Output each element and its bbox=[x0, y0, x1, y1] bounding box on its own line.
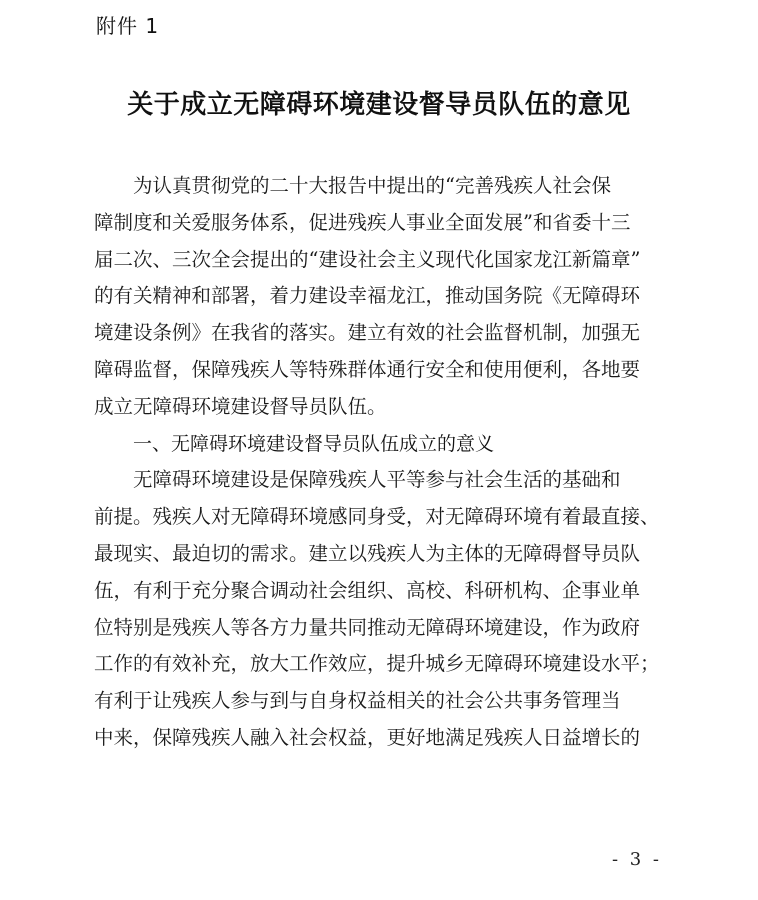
paragraph-line: 位特别是残疾人等各方力量共同推动无障碍环境建设，作为政府 bbox=[94, 615, 641, 639]
document-body bbox=[94, 168, 674, 757]
paragraph-line: 届二次、三次全会提出的“建设社会主义现代化国家龙江新篇章” bbox=[94, 247, 641, 271]
paragraph-line: 有利于让残疾人参与到与自身权益相关的社会公共事务管理当 bbox=[94, 689, 621, 713]
paragraph-line: 前提。残疾人对无障碍环境感同身受，对无障碍环境有着最直接、 bbox=[94, 505, 660, 529]
paragraph-intro bbox=[94, 168, 674, 426]
paragraph-line: 无障碍环境建设是保障残疾人平等参与社会生活的基础和 bbox=[133, 468, 621, 492]
paragraph-line: 障制度和关爱服务体系，促进残疾人事业全面发展”和省委十三 bbox=[94, 210, 631, 234]
section-heading: 一、无障碍环境建设督导员队伍成立的意义 bbox=[133, 432, 495, 455]
paragraph-line: 伍，有利于充分聚合调动社会组织、高校、科研机构、企事业单 bbox=[94, 578, 641, 602]
paragraph-line: 境建设条例》在我省的落实。建立有效的社会监督机制，加强无 bbox=[94, 321, 641, 345]
paragraph-line: 成立无障碍环境建设督导员队伍。 bbox=[94, 394, 387, 418]
paragraph-significance bbox=[94, 462, 674, 756]
document-title: 关于成立无障碍环境建设督导员队伍的意见 bbox=[127, 90, 631, 120]
attachment-label: 附件 1 bbox=[96, 14, 160, 38]
paragraph-line: 中来，保障残疾人融入社会权益，更好地满足残疾人日益增长的 bbox=[94, 725, 641, 749]
paragraph-line: 最现实、最迫切的需求。建立以残疾人为主体的无障碍督导员队 bbox=[94, 541, 641, 565]
paragraph-line: 障碍监督，保障残疾人等特殊群体通行安全和使用便利，各地要 bbox=[94, 357, 641, 381]
page-number: - 3 - bbox=[611, 849, 662, 870]
paragraph-line: 的有关精神和部署，着力建设幸福龙江，推动国务院《无障碍环 bbox=[94, 284, 641, 308]
paragraph-line: 为认真贯彻党的二十大报告中提出的“完善残疾人社会保 bbox=[133, 174, 611, 197]
paragraph-line: 工作的有效补充，放大工作效应，提升城乡无障碍环境建设水平； bbox=[94, 652, 660, 676]
